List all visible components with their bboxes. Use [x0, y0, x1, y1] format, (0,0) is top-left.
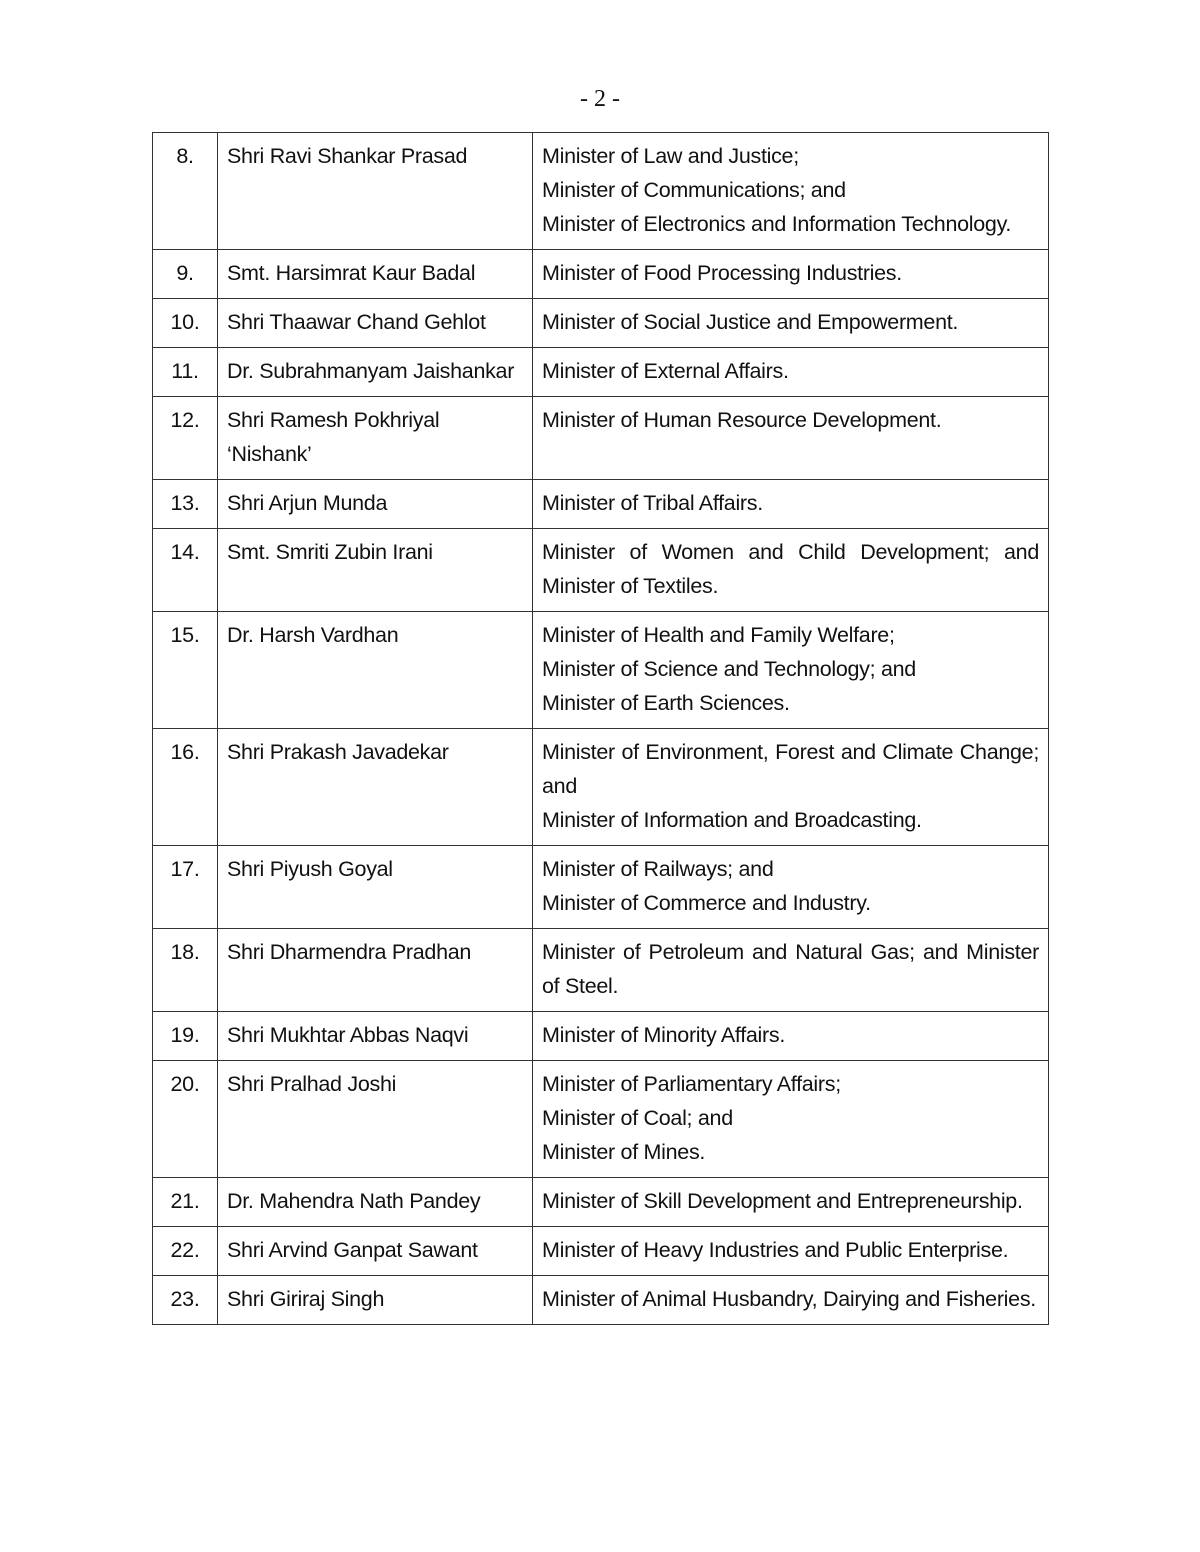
minister-name: Dr. Harsh Vardhan [218, 612, 533, 729]
serial-number: 8. [153, 133, 218, 250]
minister-name: Dr. Subrahmanyam Jaishankar [218, 348, 533, 397]
table-row [153, 1012, 1049, 1061]
serial-number: 12. [153, 397, 218, 480]
table-row [153, 133, 1049, 250]
portfolio-cell [533, 250, 1049, 299]
portfolio-cell [533, 929, 1049, 1012]
portfolio-line: Minister of Skill Development and Entrepreneurship. [542, 1189, 1023, 1213]
portfolio-cell [533, 348, 1049, 397]
minister-name: Shri Ramesh Pokhriyal ‘Nishank’ [218, 397, 533, 480]
portfolio-line: Minister of Coal; and [542, 1106, 733, 1130]
portfolio-line: Minister of Animal Husbandry, Dairying and Fisheries. [542, 1287, 1036, 1311]
minister-name: Shri Giriraj Singh [218, 1276, 533, 1325]
portfolio-line: Minister of Railways; and [542, 857, 774, 881]
table-row [153, 397, 1049, 480]
minister-name: Shri Ravi Shankar Prasad [218, 133, 533, 250]
portfolio-line: Minister of Minority Affairs. [542, 1023, 786, 1047]
portfolio-cell [533, 1276, 1049, 1325]
serial-number: 21. [153, 1178, 218, 1227]
portfolio-line: Minister of Social Justice and Empowerment. [542, 310, 959, 334]
table-row [153, 729, 1049, 846]
portfolio-cell [533, 1012, 1049, 1061]
portfolio-line: Minister of Food Processing Industries. [542, 261, 902, 285]
minister-name: Smt. Harsimrat Kaur Badal [218, 250, 533, 299]
page-number: - 2 - [580, 86, 620, 112]
serial-number: 11. [153, 348, 218, 397]
minister-name: Smt. Smriti Zubin Irani [218, 529, 533, 612]
table-row [153, 529, 1049, 612]
serial-number: 17. [153, 846, 218, 929]
portfolio-line: Minister of Information and Broadcasting. [542, 808, 922, 832]
serial-number: 22. [153, 1227, 218, 1276]
portfolio-cell [533, 133, 1049, 250]
portfolio-line: Minister of Law and Justice; [542, 144, 799, 168]
table-row [153, 1276, 1049, 1325]
table-row [153, 929, 1049, 1012]
portfolio-cell [533, 612, 1049, 729]
table-row [153, 612, 1049, 729]
portfolio-line: Minister of Petroleum and Natural Gas; and Minister of Steel. [542, 940, 1039, 998]
serial-number: 20. [153, 1061, 218, 1178]
minister-name: Shri Dharmendra Pradhan [218, 929, 533, 1012]
portfolio-cell [533, 480, 1049, 529]
serial-number: 23. [153, 1276, 218, 1325]
portfolio-line: Minister of Science and Technology; and [542, 657, 916, 681]
table-row [153, 480, 1049, 529]
minister-name: Shri Mukhtar Abbas Naqvi [218, 1012, 533, 1061]
portfolio-cell [533, 1178, 1049, 1227]
serial-number: 10. [153, 299, 218, 348]
portfolio-cell [533, 299, 1049, 348]
table-row [153, 1061, 1049, 1178]
table-row [153, 348, 1049, 397]
serial-number: 16. [153, 729, 218, 846]
serial-number: 18. [153, 929, 218, 1012]
serial-number: 15. [153, 612, 218, 729]
portfolio-line: Minister of Parliamentary Affairs; [542, 1072, 841, 1096]
portfolio-line: Minister of Tribal Affairs. [542, 491, 763, 515]
portfolio-line: Minister of Human Resource Development. [542, 408, 942, 432]
minister-name: Shri Pralhad Joshi [218, 1061, 533, 1178]
minister-name: Shri Arvind Ganpat Sawant [218, 1227, 533, 1276]
table-row [153, 250, 1049, 299]
portfolio-line: Minister of Women and Child Development; and Minister of Textiles. [542, 540, 1039, 598]
portfolio-cell [533, 1061, 1049, 1178]
portfolio-line: Minister of External Affairs. [542, 359, 789, 383]
portfolio-line: Minister of Mines. [542, 1140, 706, 1164]
serial-number: 9. [153, 250, 218, 299]
portfolio-line: Minister of Heavy Industries and Public Enterprise. [542, 1238, 1009, 1262]
portfolio-cell [533, 1227, 1049, 1276]
table-row [153, 299, 1049, 348]
portfolio-line: Minister of Electronics and Information Technology. [542, 212, 1012, 236]
minister-name: Shri Prakash Javadekar [218, 729, 533, 846]
table-row [153, 846, 1049, 929]
table-row [153, 1178, 1049, 1227]
minister-name: Dr. Mahendra Nath Pandey [218, 1178, 533, 1227]
portfolio-line: Minister of Communications; and [542, 178, 846, 202]
serial-number: 14. [153, 529, 218, 612]
portfolio-line: Minister of Commerce and Industry. [542, 891, 871, 915]
portfolio-line: Minister of Health and Family Welfare; [542, 623, 895, 647]
portfolio-line: Minister of Earth Sciences. [542, 691, 790, 715]
portfolio-cell [533, 397, 1049, 480]
serial-number: 13. [153, 480, 218, 529]
minister-name: Shri Arjun Munda [218, 480, 533, 529]
serial-number: 19. [153, 1012, 218, 1061]
table-row [153, 1227, 1049, 1276]
portfolio-cell [533, 846, 1049, 929]
minister-name: Shri Piyush Goyal [218, 846, 533, 929]
portfolio-cell [533, 529, 1049, 612]
portfolio-line: Minister of Environment, Forest and Climate Change; and [542, 740, 1039, 798]
portfolio-cell [533, 729, 1049, 846]
ministers-table [152, 132, 1049, 1325]
minister-name: Shri Thaawar Chand Gehlot [218, 299, 533, 348]
